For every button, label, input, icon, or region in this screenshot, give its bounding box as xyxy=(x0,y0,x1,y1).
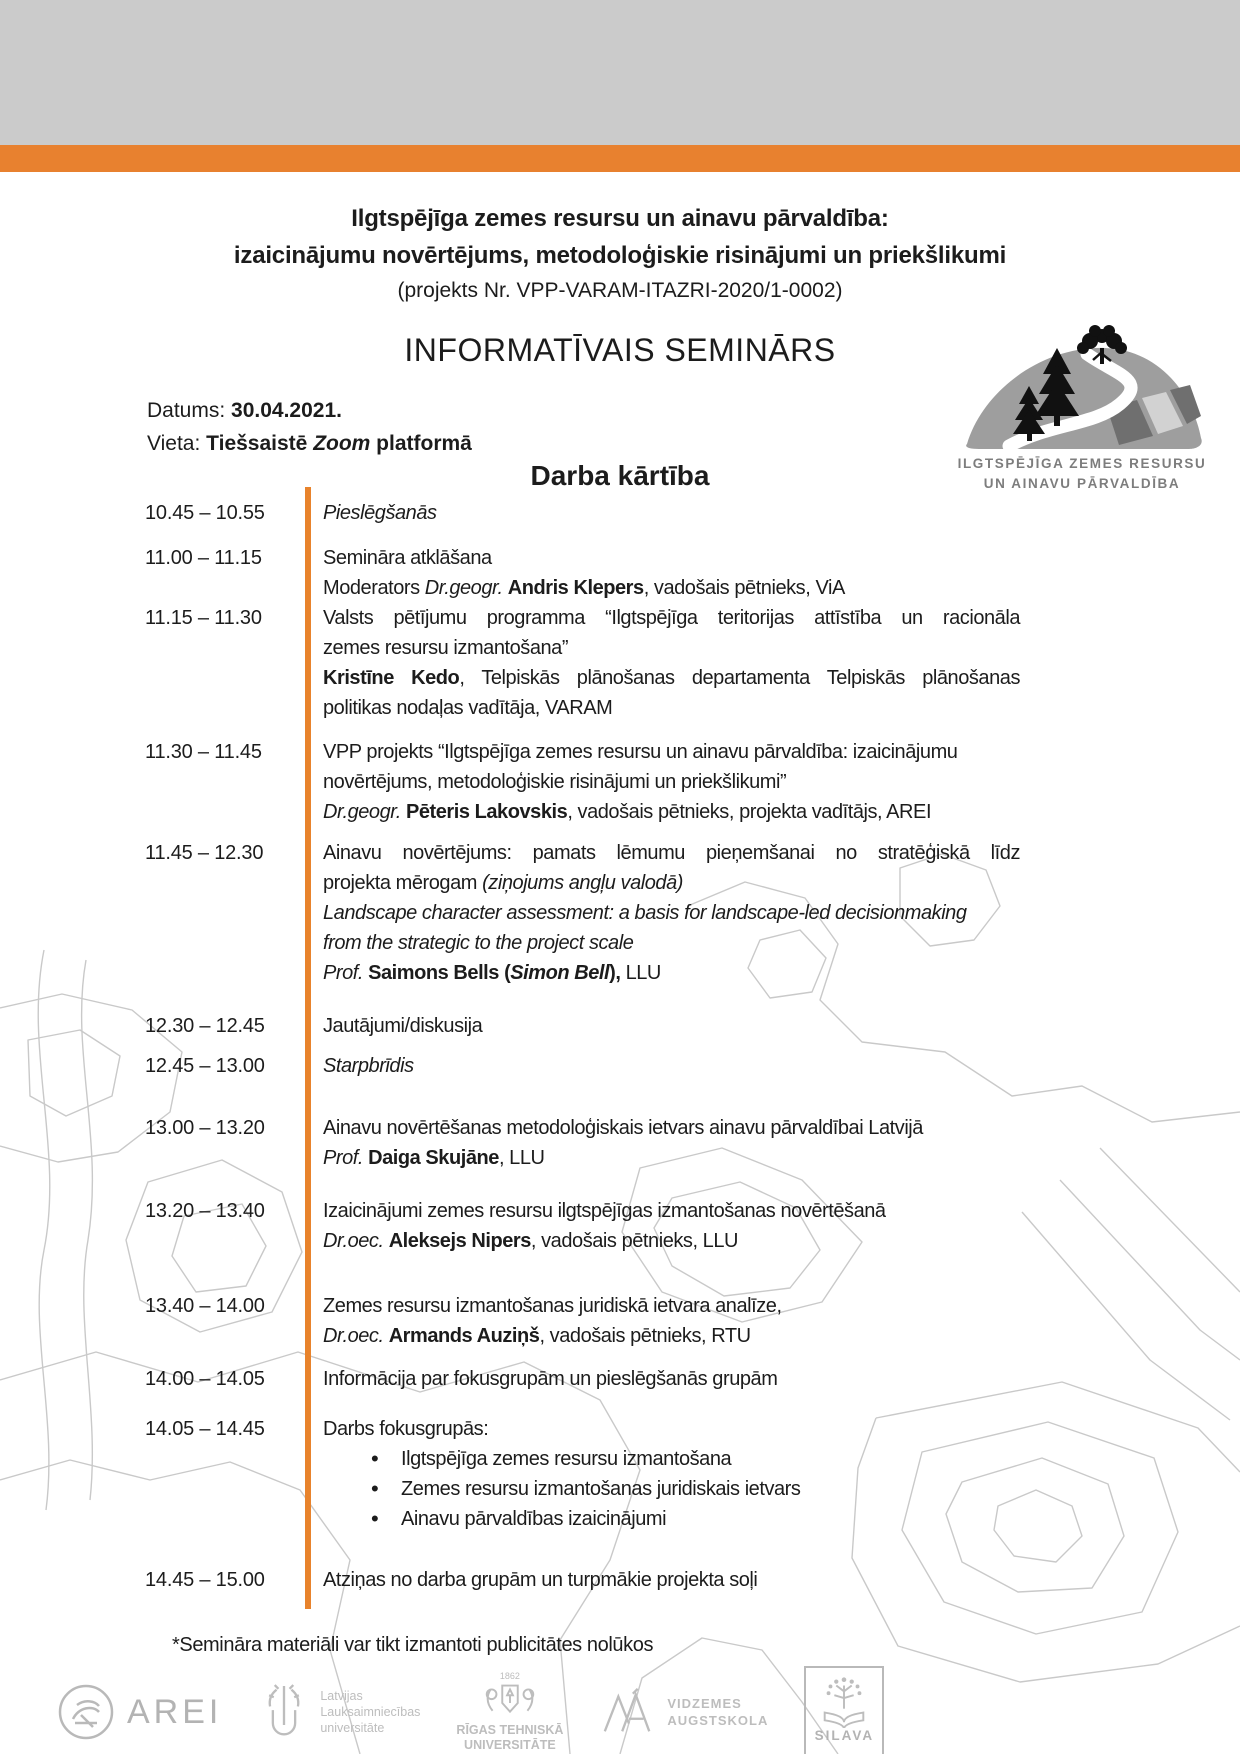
agenda-line: novērtējums, metodoloģiskie risinājumi un priekšlikumi” xyxy=(323,771,787,793)
via-monogram-icon xyxy=(599,1688,657,1736)
agenda-heading: Darba kārtība xyxy=(530,460,710,491)
agenda-row xyxy=(145,1364,1020,1394)
agenda-row xyxy=(145,1565,1020,1595)
date-line: Datums: 30.04.2021. xyxy=(147,399,342,422)
agenda-line: Starpbrīdis xyxy=(323,1055,414,1077)
agenda-line: Semināra atklāšana xyxy=(323,547,492,569)
agenda-row xyxy=(145,838,1020,988)
event-info xyxy=(147,394,472,460)
agenda-time: 10.45 – 10.55 xyxy=(145,502,265,524)
agenda-line: Informācija par fokusgrupām un pieslēgšanās grupām xyxy=(323,1368,778,1390)
partner-logo-silava xyxy=(804,1666,884,1754)
agenda-line: Landscape character assessment: a basis for landscape-led decisionmaking xyxy=(323,902,967,924)
rtu-crest-icon xyxy=(479,1681,541,1723)
agenda-row xyxy=(145,543,1020,603)
project-logo-text-line1: ILGTSPĒJĪGA ZEMES RESURSU xyxy=(957,456,1207,471)
agenda-bullet-item: • Ilgtspējīga zemes resursu izmantošana xyxy=(323,1444,1020,1474)
agenda-line: Prof. Saimons Bells (Simon Bell), LLU xyxy=(323,962,661,984)
agenda-bullet-item: • Ainavu pārvaldības izaicinājumi xyxy=(323,1504,1020,1534)
agenda-line: Pieslēgšanās xyxy=(323,502,437,524)
rtu-label: RĪGAS TEHNISKĀ UNIVERSITĀTE xyxy=(456,1723,564,1752)
agenda-time: 13.20 – 13.40 xyxy=(145,1200,265,1222)
agenda-table xyxy=(145,498,1020,1595)
agenda-row xyxy=(145,1051,1020,1081)
agenda-row xyxy=(145,1011,1020,1041)
agenda-row xyxy=(145,498,1020,528)
agenda-time: 11.00 – 11.15 xyxy=(145,547,262,569)
header-orange-band xyxy=(0,145,1240,172)
llu-emblem-icon xyxy=(258,1680,310,1744)
agenda-line: zemes resursu izmantošana” xyxy=(323,637,569,659)
project-title-line2: izaicinājumu novērtējums, metodoloģiskie risinājumi un priekšlikumi xyxy=(233,242,1007,269)
agenda-time: 11.15 – 11.30 xyxy=(145,607,262,629)
agenda-line: Zemes resursu izmantošanas juridiskā ietvara analīze, xyxy=(323,1295,782,1317)
header-gray-band xyxy=(0,0,1240,145)
agenda-row xyxy=(145,1291,1020,1351)
agenda-line: Kristīne Kedo, Telpiskās plānošanas departamenta Telpiskās plānošanas xyxy=(323,667,1021,689)
partner-logo-llu xyxy=(258,1680,420,1744)
agenda-time: 14.45 – 15.00 xyxy=(145,1569,265,1591)
agenda-line: VPP projekts “Ilgtspējīga zemes resursu un ainavu pārvaldība: izaicinājumu xyxy=(323,741,958,763)
agenda-time: 11.45 – 12.30 xyxy=(145,842,264,864)
agenda-line: Dr.geogr. Pēteris Lakovskis, vadošais pētnieks, projekta vadītājs, AREI xyxy=(323,801,932,823)
agenda-line: Ainavu novērtējums: pamats lēmumu pieņemšanai no stratēģiskā līdz xyxy=(323,842,1020,864)
agenda-line: Moderators Dr.geogr. Andris Klepers, vadošais pētnieks, ViA xyxy=(323,577,845,599)
agenda-line: Atziņas no darba grupām un turpmākie projekta soļi xyxy=(323,1569,758,1591)
agenda-line: Jautājumi/diskusija xyxy=(323,1015,483,1037)
agenda-line: from the strategic to the project scale xyxy=(323,932,634,954)
agenda-line: Ainavu novērtēšanas metodoloģiskais ietvars ainavu pārvaldībai Latvijā xyxy=(323,1117,923,1139)
agenda-line: Dr.oec. Aleksejs Nipers, vadošais pētnieks, LLU xyxy=(323,1230,739,1252)
agenda-time: 12.45 – 13.00 xyxy=(145,1055,265,1077)
partner-logo-rtu xyxy=(456,1671,563,1753)
project-title-line1: Ilgtspējīga zemes resursu un ainavu pārvaldība: xyxy=(351,205,889,232)
agenda-time: 13.40 – 14.00 xyxy=(145,1295,265,1317)
agenda-line: Izaicinājumi zemes resursu ilgtspējīgas izmantošanas novērtēšanā xyxy=(323,1200,886,1222)
agenda-line: politikas nodaļas vadītāja, VARAM xyxy=(323,697,613,719)
agenda-time: 11.30 – 11.45 xyxy=(145,741,262,763)
agenda-time: 14.05 – 14.45 xyxy=(145,1418,265,1440)
arei-emblem-icon xyxy=(55,1681,117,1743)
agenda-line: Valsts pētījumu programma “Ilgtspējīga teritorijas attīstība un racionāla xyxy=(323,607,1020,629)
project-number: (projekts Nr. VPP-VARAM-ITAZRI-2020/1-0002) xyxy=(397,279,843,302)
partner-logo-arei xyxy=(55,1681,222,1743)
agenda-row xyxy=(145,1113,1020,1173)
agenda-line: Prof. Daiga Skujāne, LLU xyxy=(323,1147,545,1169)
agenda-time: 14.00 – 14.05 xyxy=(145,1368,265,1390)
silava-label: SILAVA xyxy=(814,1728,875,1743)
agenda-bullet-item: • Zemes resursu izmantošanas juridiskais ietvars xyxy=(323,1474,1020,1504)
agenda-line: Dr.oec. Armands Auziņš, vadošais pētnieks, RTU xyxy=(323,1325,751,1347)
footnote: *Semināra materiāli var tikt izmantoti publicitātes nolūkos xyxy=(172,1634,654,1656)
project-logo-text-line2: UN AINAVU PĀRVALDĪBA xyxy=(983,476,1181,491)
arei-label: AREI xyxy=(127,1692,223,1731)
llu-label: Latvijas Lauksaimniecības universitāte xyxy=(320,1689,421,1735)
partner-logos xyxy=(55,1666,884,1754)
agenda-row xyxy=(145,1196,1020,1256)
agenda-row xyxy=(145,603,1020,723)
landscape-hill-logo-icon xyxy=(957,306,1207,454)
agenda-line: Darbs fokusgrupās: xyxy=(323,1418,489,1440)
agenda-time: 13.00 – 13.20 xyxy=(145,1117,265,1139)
venue-line: Vieta: Tiešsaistē Zoom platformā xyxy=(147,432,472,455)
partner-logo-via xyxy=(599,1688,768,1736)
silava-tree-book-icon xyxy=(815,1672,873,1728)
agenda-row xyxy=(145,737,1020,827)
title-block xyxy=(0,200,1240,307)
agenda-line: projekta mērogam (ziņojums angļu valodā) xyxy=(323,872,683,894)
via-label: VIDZEMES AUGSTSKOLA xyxy=(667,1696,769,1728)
seminar-heading: INFORMATĪVAIS SEMINĀRS xyxy=(404,332,836,368)
agenda-time: 12.30 – 12.45 xyxy=(145,1015,265,1037)
rtu-year: 1862 xyxy=(499,1671,520,1681)
agenda-row xyxy=(145,1414,1020,1534)
